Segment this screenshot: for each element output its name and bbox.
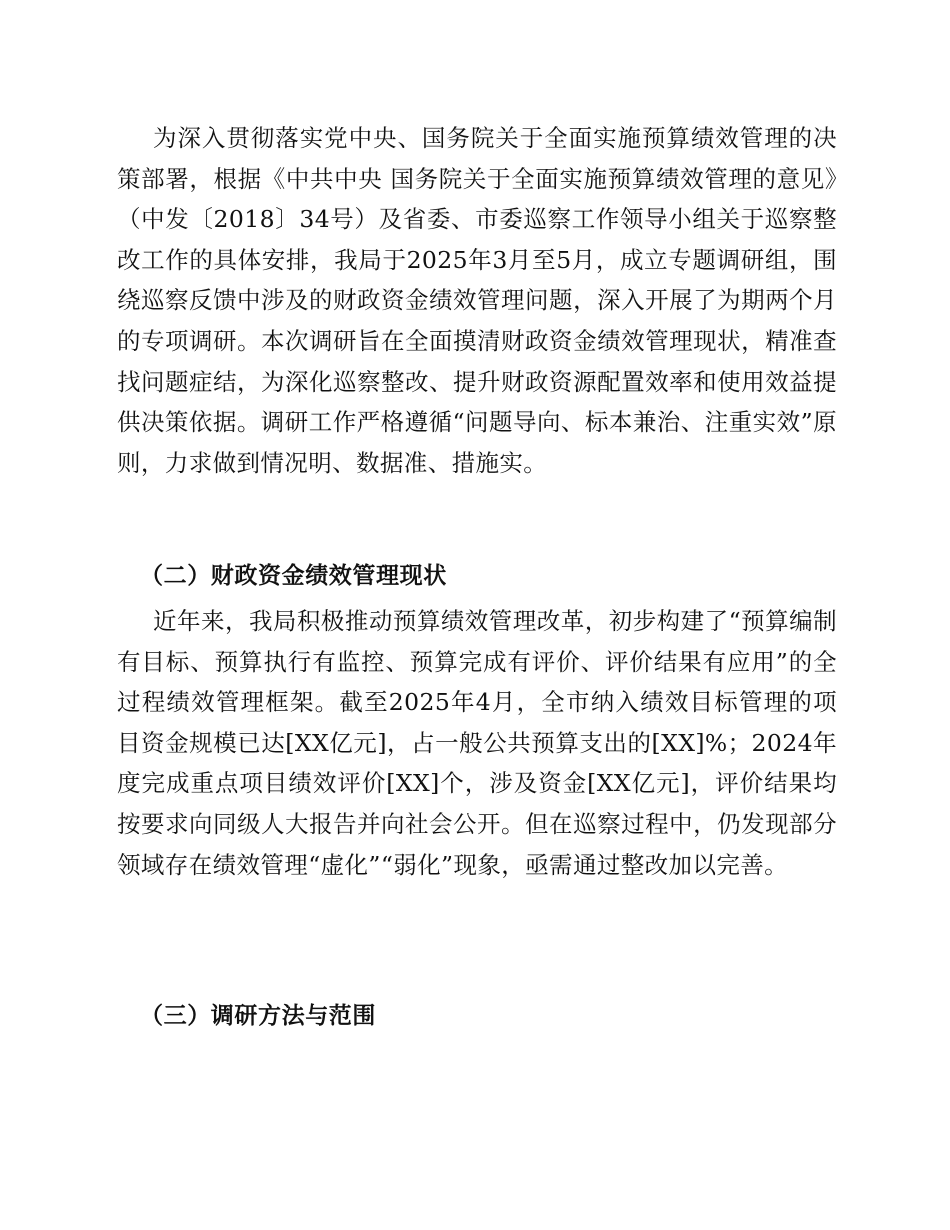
body-paragraph-background: 为深入贯彻落实党中央、国务院关于全面实施预算绩效管理的决策部署，根据《中共中央 国务院关于全面实施预算绩效管理的意见》（中发〔2018〕34号）及省委、市委巡察工作领导小组关于巡察整改工作的具体安排，我局于2025年3月至5月，成立专题调研组，围绕巡察反馈中涉及的财政资金绩效管理问题，深入开展了为期两个月的专项调研。本次调研旨在全面摸清财政资金绩效管理现状，精准查找问题症结，为深化巡察整改、提升财政资源配置效率和使用效益提供决策依据。调研工作严格遵循“问题导向、标本兼治、注重实效”原则，力求做到情况明、数据准、措施实。 xyxy=(117,124,837,477)
section-heading-methods-scope: （三）调研方法与范围 xyxy=(140,1003,376,1029)
body-paragraph-current-status: 近年来，我局积极推动预算绩效管理改革，初步构建了“预算编制有目标、预算执行有监控、预算完成有评价、评价结果有应用”的全过程绩效管理框架。截至2025年4月，全市纳入绩效目标管理的项目资金规模已达[XX亿元]，占一般公共预算支出的[XX]%；2024年度完成重点项目绩效评价[XX]个，涉及资金[XX亿元]，评价结果均按要求向同级人大报告并向社会公开。但在巡察过程中，仍发现部分领域存在绩效管理“虚化”“弱化”现象，亟需通过整改加以完善。 xyxy=(117,607,837,879)
section-heading-current-status: （二）财政资金绩效管理现状 xyxy=(140,563,447,589)
